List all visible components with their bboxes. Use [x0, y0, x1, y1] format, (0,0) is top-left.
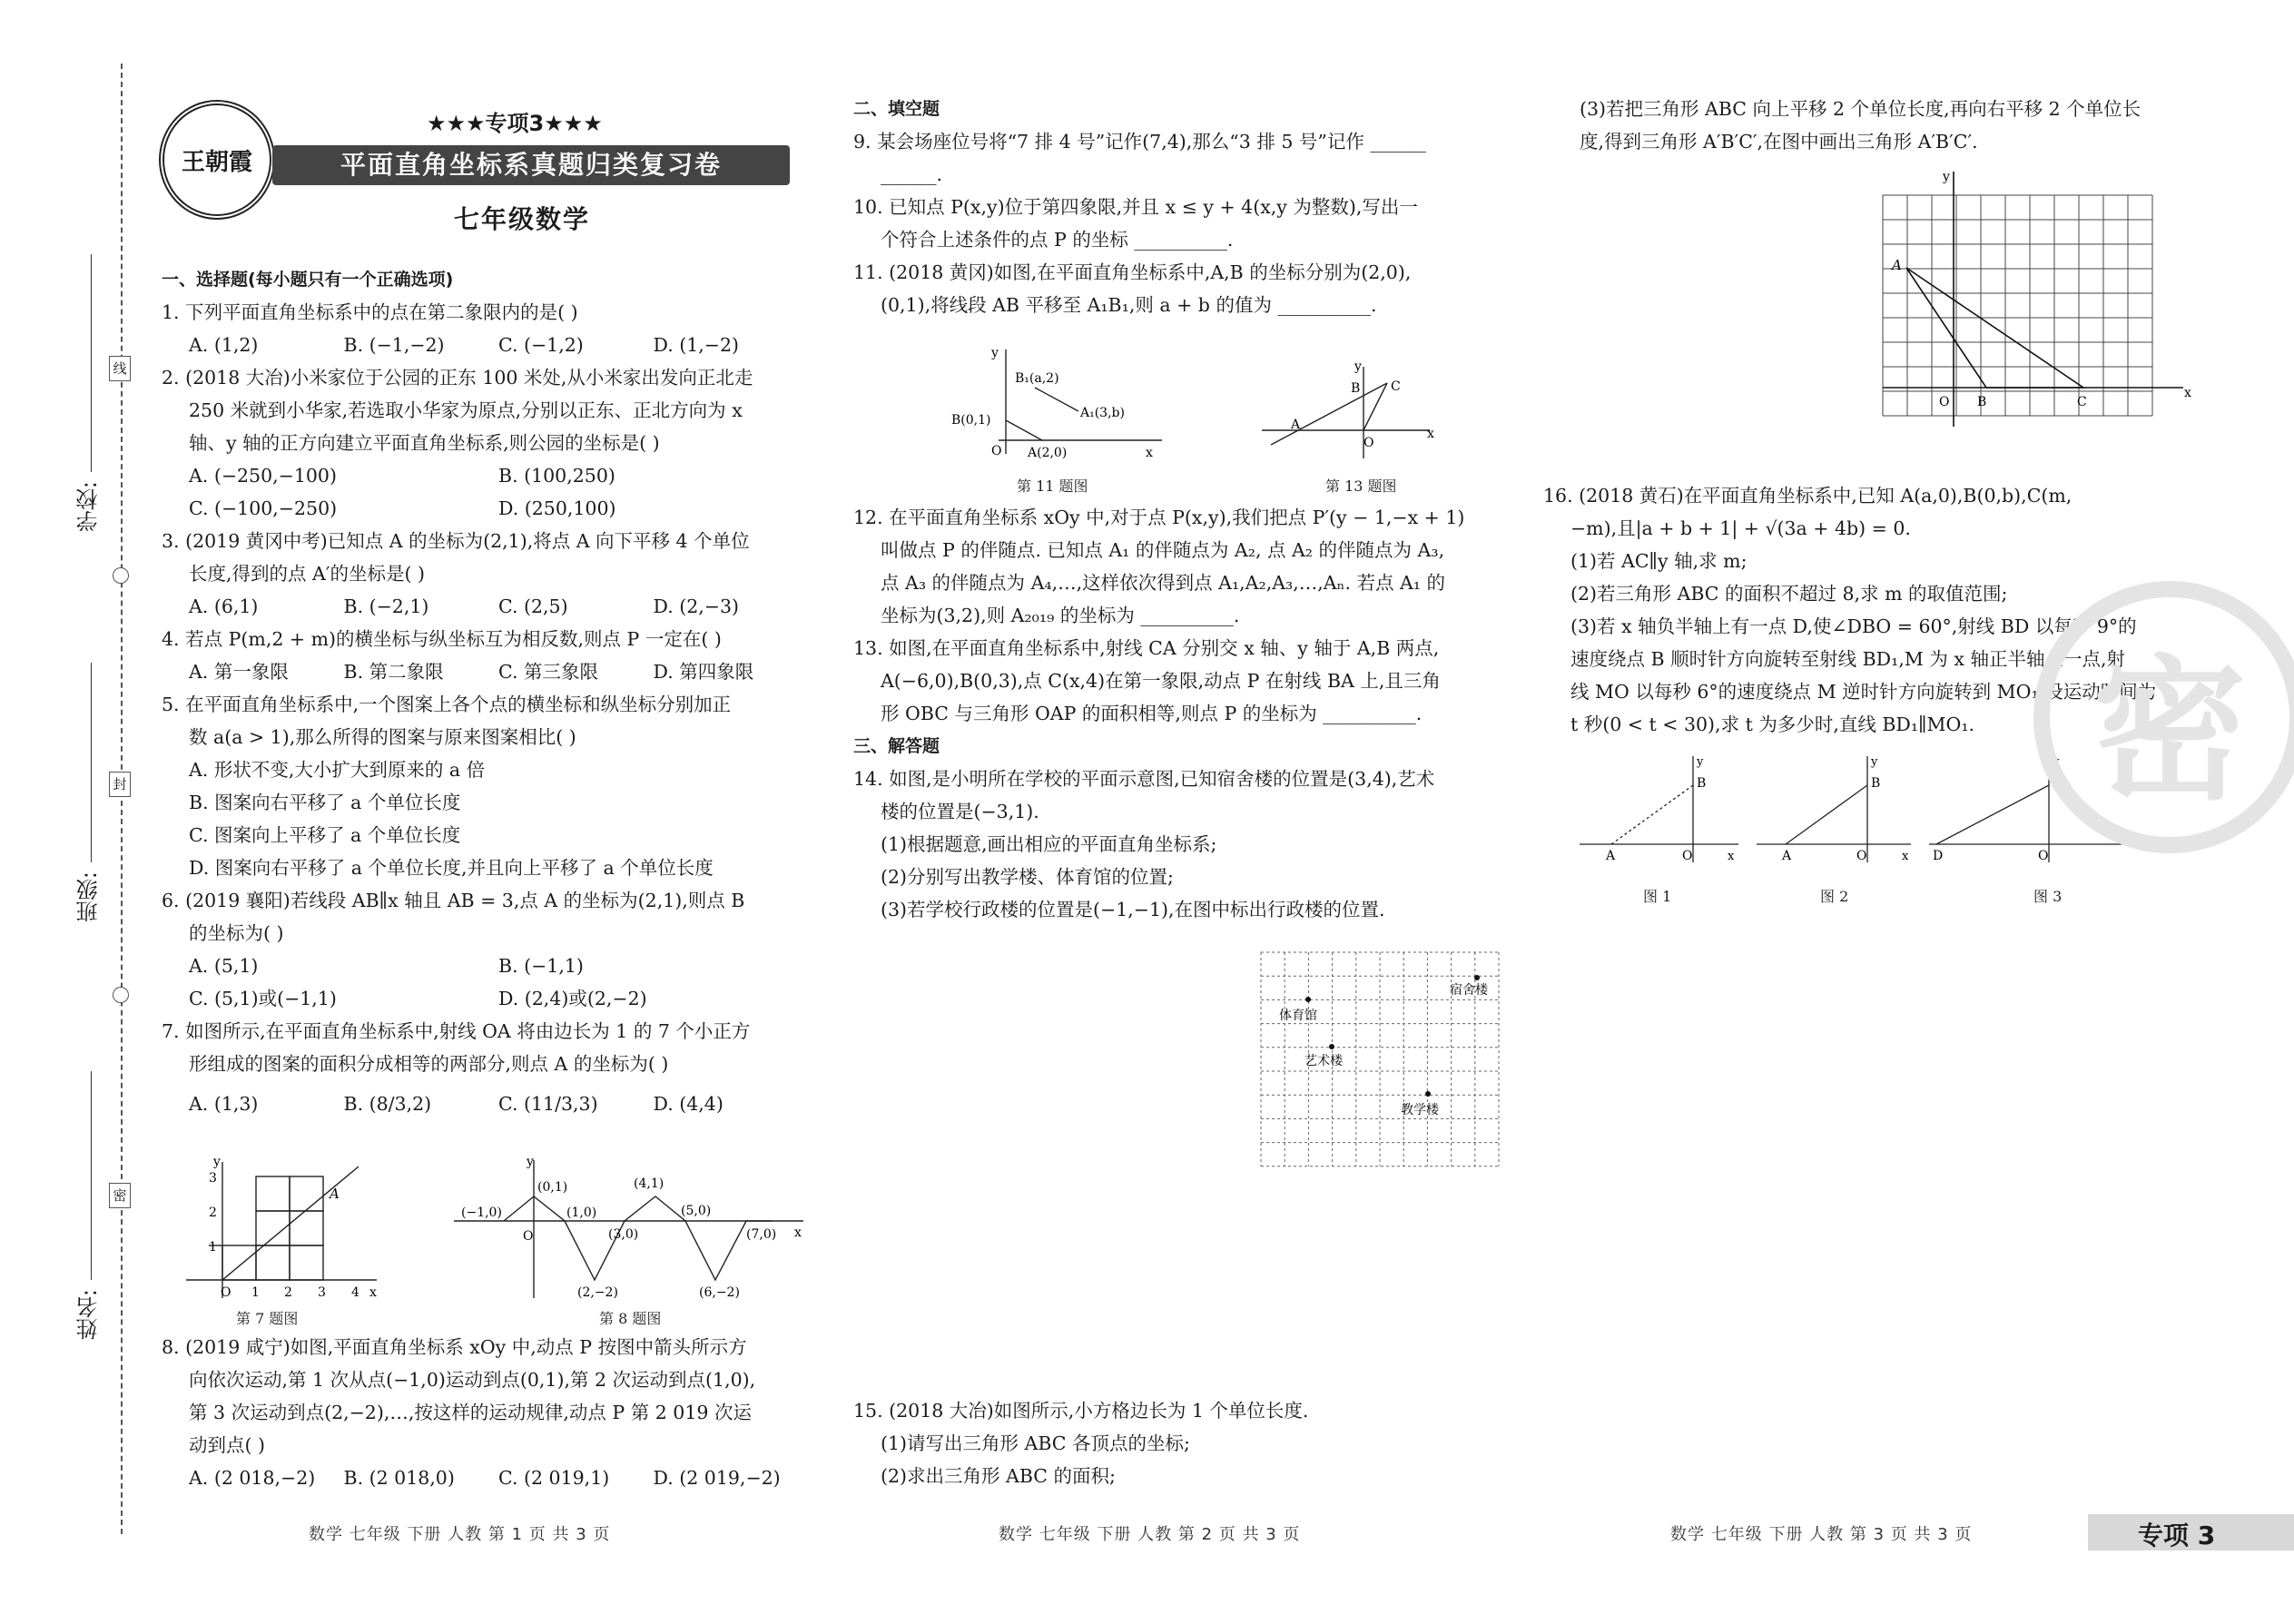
section-heading-answer: 三、解答题 — [853, 736, 940, 756]
q2-options-row2 — [162, 492, 808, 525]
fig7-label-x: x — [369, 1285, 377, 1300]
fig16-label: B — [1871, 776, 1881, 791]
q3-options — [162, 590, 808, 623]
fig14-dot-gym — [1305, 997, 1311, 1002]
q14-sub-2: (2)分别写出教学楼、体育馆的位置; — [881, 866, 1174, 888]
class-field-line[interactable] — [91, 663, 92, 862]
q3-option-c[interactable]: C. (2,5) — [498, 595, 568, 617]
q15-sub-1: (1)请写出三角形 ABC 各顶点的坐标; — [881, 1432, 1190, 1454]
school-field-line[interactable] — [91, 254, 92, 472]
q12-line-4[interactable]: 坐标为(3,2),则 A₂₀₁₉ 的坐标为 __________. — [881, 605, 1240, 626]
fig14-label-art: 艺术楼 — [1305, 1054, 1343, 1068]
fig7-caption: 第 7 题图 — [236, 1310, 299, 1327]
fig16-label: O — [1856, 849, 1867, 863]
q14-line-2: 楼的位置是(−3,1). — [881, 801, 1039, 822]
fig7-label-2: 2 — [209, 1206, 217, 1220]
fig8-label: (1,0) — [566, 1206, 597, 1220]
q6-option-a[interactable]: A. (5,1) — [189, 955, 259, 977]
q8-line-4: 动到点( ) — [189, 1434, 266, 1456]
fig15-label: B — [1977, 395, 1987, 409]
section-heading-fill: 二、填空题 — [853, 99, 940, 119]
fig8-label: (5,0) — [681, 1204, 712, 1218]
q2-line-3: 轴、y 轴的正方向建立平面直角坐标系,则公园的坐标是( ) — [189, 432, 660, 454]
q2-option-c[interactable]: C. (−100,−250) — [189, 497, 338, 519]
watermark-seal: 密 — [2033, 581, 2294, 853]
figure-15-grid[interactable] — [1879, 168, 2197, 431]
fig15-label: y — [1943, 170, 1950, 184]
fig13-caption: 第 13 题图 — [1325, 477, 1397, 495]
fig15-label: x — [2184, 386, 2191, 400]
footer-page-1: 数学 七年级 下册 人教 第 1 页 共 3 页 — [309, 1525, 611, 1544]
fig7-square — [290, 1211, 323, 1245]
q4-line-1: 4. 若点 P(m,2 + m)的横坐标与纵坐标互为相反数,则点 P 一定在( ) — [162, 628, 722, 650]
q4-option-c[interactable]: C. 第三象限 — [498, 661, 598, 683]
q5-option-a[interactable]: A. 形状不变,大小扩大到原来的 a 倍 — [189, 759, 486, 781]
fig8-label: (4,1) — [634, 1176, 665, 1191]
q13-line-3[interactable]: 形 OBC 与三角形 OAP 的面积相等,则点 P 的坐标为 __________. — [881, 703, 1423, 724]
section-heading-choice: 一、选择题(每小题只有一个正确选项) — [162, 270, 454, 290]
q8-option-d[interactable]: D. (2 019,−2) — [653, 1467, 781, 1489]
column-2 — [853, 93, 1507, 321]
name-field-line[interactable] — [91, 1071, 92, 1280]
fig16-label: O — [2038, 849, 2049, 863]
fig8-label: O — [523, 1229, 534, 1244]
q16-sub-3b: 速度绕点 B 顺时针方向旋转至射线 BD₁,M 为 x 轴正半轴上一点,射 — [1570, 648, 2125, 670]
fig15-triangle-abc — [1906, 268, 2083, 388]
q16-line-2: −m),且|a + b + 1| + √(3a + 4b) = 0. — [1570, 517, 1911, 539]
fig16-3-line — [1936, 785, 2049, 844]
q15-line-1: 15. (2018 大冶)如图所示,小方格边长为 1 个单位长度. — [853, 1400, 1309, 1422]
fig16-caption-2: 图 2 — [1820, 888, 1849, 905]
fig14-dot-art — [1329, 1044, 1334, 1049]
q16-sub-3d: t 秒(0 < t < 30),求 t 为多少时,直线 BD₁∥MO₁. — [1570, 714, 1975, 735]
q12-line-1: 12. 在平面直角坐标系 xOy 中,对于点 P(x,y),我们把点 P′(y − 1,−x + 1) — [853, 507, 1465, 528]
fig16-2-line — [1786, 785, 1867, 844]
fig7-label-y: y — [213, 1155, 221, 1169]
q6-option-c[interactable]: C. (5,1)或(−1,1) — [189, 988, 337, 1009]
q7-option-a[interactable]: A. (1,3) — [189, 1093, 259, 1115]
fig8-label: (2,−2) — [577, 1285, 618, 1300]
q5-option-d[interactable]: D. 图案向右平移了 a 个单位长度,并且向上平移了 a 个单位长度 — [189, 857, 714, 879]
fig16-label: x — [1902, 850, 1909, 863]
q5-option-b[interactable]: B. 图案向右平移了 a 个单位长度 — [189, 792, 461, 813]
fig16-label: B — [1697, 776, 1707, 791]
column-2-mid — [853, 501, 1507, 926]
fig14-label-gym: 体育馆 — [1279, 1009, 1317, 1023]
fig11-label: B(0,1) — [951, 413, 991, 428]
fig16-label: x — [1728, 850, 1735, 863]
column-3 — [1552, 93, 2206, 158]
fig16-caption-1: 图 1 — [1643, 888, 1672, 905]
logo-seal: 王朝霞 — [159, 100, 275, 220]
footer-page-3: 数学 七年级 下册 人教 第 3 页 共 3 页 — [1670, 1525, 1973, 1544]
footer-page-2: 数学 七年级 下册 人教 第 2 页 共 3 页 — [999, 1525, 1301, 1544]
fig7-square — [290, 1176, 323, 1211]
q16-sub-3a: (3)若 x 轴负半轴上有一点 D,使∠DBO = 60°,射线 BD 以每秒 9°的 — [1570, 615, 2137, 637]
column-2-bottom — [853, 1394, 1507, 1492]
q2-option-b[interactable]: B. (100,250) — [498, 465, 615, 487]
q2-option-a[interactable]: A. (−250,−100) — [189, 465, 337, 487]
q3-option-d[interactable]: D. (2,−3) — [653, 595, 740, 617]
fig11-label: B₁(a,2) — [1015, 371, 1059, 386]
q6-option-d[interactable]: D. (2,4)或(2,−2) — [498, 988, 647, 1009]
seal-mark-3: 密 — [109, 1183, 131, 1208]
q14-sub-1: (1)根据题意,画出相应的平面直角坐标系; — [881, 833, 1217, 855]
fig14-label-teaching: 教学楼 — [1401, 1103, 1439, 1117]
fig16-label: y — [2053, 755, 2060, 769]
fig16-1-dotted — [1611, 785, 1693, 844]
q10-line-2[interactable]: 个符合上述条件的点 P 的坐标 __________. — [881, 229, 1234, 251]
fig7-label-x1: 1 — [251, 1285, 260, 1300]
binding-line — [121, 64, 123, 1534]
q2-line-1: 2. (2018 大冶)小米家位于公园的正东 100 米处,从小米家出发向正北走 — [162, 367, 753, 389]
fig8-label: (3,0) — [608, 1227, 639, 1242]
q15-sub-3a: (3)若把三角形 ABC 向上平移 2 个单位长度,再向右平移 2 个单位长 — [1580, 98, 2141, 120]
q6-options-row2 — [162, 982, 808, 1015]
q6-line-2: 的坐标为( ) — [189, 922, 284, 944]
fig13-label: B — [1351, 381, 1361, 396]
seal-mark-2: 封 — [109, 772, 131, 797]
fig7-label-1: 1 — [209, 1240, 217, 1255]
footer-tag: 专项 3 — [2138, 1521, 2216, 1550]
fig7-label-o: O — [221, 1285, 231, 1300]
fig8-label: (−1,0) — [461, 1206, 502, 1220]
q6-option-b[interactable]: B. (−1,1) — [498, 955, 584, 977]
class-field-label: 班级: — [76, 871, 102, 923]
q8-option-a[interactable]: A. (2 018,−2) — [189, 1467, 316, 1489]
q9-line-1: 9. 某会场座位号将“7 排 4 号”记作(7,4),那么“3 排 5 号”记作 ______ — [853, 131, 1426, 153]
column-1-bottom — [162, 1331, 808, 1494]
fig15-label: O — [1939, 395, 1950, 409]
q1-option-b[interactable]: B. (−1,−2) — [343, 334, 445, 356]
q12-line-2: 叫做点 P 的伴随点. 已知点 A₁ 的伴随点为 A₂, 点 A₂ 的伴随点为 A₃, — [881, 539, 1445, 561]
q7-option-c[interactable]: C. (11/3,3) — [498, 1093, 598, 1115]
figure-13 — [1262, 354, 1443, 463]
q4-option-a[interactable]: A. 第一象限 — [189, 661, 289, 683]
q3-line-2: 长度,得到的点 A′的坐标是( ) — [189, 563, 426, 585]
q1-options — [162, 329, 808, 361]
fig8-label: x — [794, 1225, 802, 1240]
column-1 — [162, 263, 808, 1120]
fig13-seg-ob — [1364, 383, 1387, 430]
q13-line-1: 13. 如图,在平面直角坐标系中,射线 CA 分别交 x 轴、y 轴于 A,B 两点, — [853, 637, 1440, 659]
q14-line-1: 14. 如图,是小明所在学校的平面示意图,已知宿舍楼的位置是(3,4),艺术 — [853, 768, 1435, 790]
fig16-label: D — [1933, 849, 1944, 863]
fig11-segment-a1b1 — [1035, 388, 1078, 411]
fig14-dot-dorm — [1474, 975, 1480, 980]
q8-line-3: 第 3 次运动到点(2,−2),…,按这样的运动规律,动点 P 第 2 019 次运 — [189, 1402, 752, 1423]
q7-options — [162, 1088, 808, 1120]
seal-mark-1: 线 — [109, 356, 131, 381]
fig16-label: A — [1606, 849, 1616, 863]
q1-option-a[interactable]: A. (1,2) — [189, 334, 259, 356]
fig16-label: B — [2053, 776, 2063, 791]
q1-stem: 1. 下列平面直角坐标系中的点在第二象限内的是( ) — [162, 301, 578, 323]
page-title: 平面直角坐标系真题归类复习卷 — [340, 150, 722, 180]
q15-sub-2: (2)求出三角形 ABC 的面积; — [881, 1465, 1116, 1487]
fig7-square — [222, 1245, 256, 1280]
q9-line-2[interactable]: ______. — [881, 163, 943, 185]
fig14-dot-teaching — [1425, 1091, 1431, 1097]
fig11-label: x — [1146, 446, 1153, 460]
page-subtitle: 七年级数学 — [454, 204, 591, 234]
q6-options-row1 — [162, 950, 808, 982]
section-badge: ★★★专项3★★★ — [427, 111, 603, 136]
q4-option-b[interactable]: B. 第二象限 — [343, 661, 444, 683]
fig13-label: O — [1364, 436, 1374, 450]
q8-line-2: 向依次运动,第 1 次从点(−1,0)运动到点(0,1),第 2 次运动到点(1,0), — [189, 1369, 756, 1391]
fig15-label: C — [2077, 395, 2087, 409]
school-field-label: 学校: — [76, 481, 102, 533]
q11-line-2[interactable]: (0,1),将线段 AB 平移至 A₁B₁,则 a + b 的值为 __________. — [881, 294, 1377, 316]
q2-line-2: 250 米就到小华家,若选取小华家为原点,分别以正东、正北方向为 x — [189, 399, 743, 421]
fig8-label: y — [527, 1155, 534, 1169]
q10-line-1: 10. 已知点 P(x,y)位于第四象限,并且 x ≤ y + 4(x,y 为整数),写出一 — [853, 196, 1418, 218]
fig16-label: y — [1697, 755, 1704, 769]
fig7-label-x2: 2 — [284, 1285, 292, 1300]
fig16-label: O — [1682, 849, 1693, 863]
figure-7 — [177, 1153, 395, 1307]
q7-line-1: 7. 如图所示,在平面直角坐标系中,射线 OA 将由边长为 1 的 7 个小正方 — [162, 1020, 751, 1042]
binding-circle-1 — [113, 567, 129, 584]
figure-11 — [944, 340, 1171, 468]
fig7-ray-oa — [222, 1166, 359, 1280]
q16-line-1: 16. (2018 黄石)在平面直角坐标系中,已知 A(a,0),B(0,b),C(m, — [1543, 485, 2072, 507]
q4-option-d[interactable]: D. 第四象限 — [653, 661, 754, 683]
fig13-label: A — [1291, 418, 1301, 432]
fig8-label: (6,−2) — [699, 1285, 740, 1300]
fig11-label: A(2,0) — [1028, 446, 1068, 460]
fig13-label: x — [1427, 427, 1434, 441]
name-field-label: 姓名: — [76, 1289, 102, 1341]
q5-line-2: 数 a(a > 1),那么所得的图案与原来图案相比( ) — [189, 726, 576, 748]
q7-line-2: 形组成的图案的面积分成相等的两部分,则点 A 的坐标为( ) — [189, 1053, 669, 1075]
q12-line-3: 点 A₃ 的伴随点为 A₄,…,这样依次得到点 A₁,A₂,A₃,…,Aₙ. 若点 A₁ 的 — [881, 572, 1446, 594]
figure-8 — [454, 1153, 817, 1307]
fig11-label: O — [991, 444, 1002, 458]
fig7-label-x3: 3 — [318, 1285, 326, 1300]
fig7-square — [256, 1245, 290, 1280]
q16-sub-3c: 线 MO 以每秒 6°的速度绕点 M 逆时针方向旋转到 MO₁,设运动时间为 — [1570, 681, 2157, 703]
fig7-square — [256, 1176, 290, 1211]
q8-line-1: 8. (2019 咸宁)如图,平面直角坐标系 xOy 中,动点 P 按图中箭头所示方 — [162, 1336, 747, 1358]
fig14-label-dorm: 宿舍楼 — [1450, 983, 1488, 998]
q16-sub-1: (1)若 AC∥y 轴,求 m; — [1570, 550, 1748, 572]
q5-line-1: 5. 在平面直角坐标系中,一个图案上各个点的横坐标和纵坐标分别加正 — [162, 694, 732, 715]
q3-option-a[interactable]: A. (6,1) — [189, 595, 259, 617]
fig8-caption: 第 8 题图 — [599, 1310, 662, 1327]
q15-sub-3b: 度,得到三角形 A′B′C′,在图中画出三角形 A′B′C′. — [1580, 131, 1978, 153]
q8-option-c[interactable]: C. (2 019,1) — [498, 1467, 610, 1489]
q2-option-d[interactable]: D. (250,100) — [498, 497, 616, 519]
q3-line-1: 3. (2019 黄冈中考)已知点 A 的坐标为(2,1),将点 A 向下平移 4 个单位 — [162, 530, 750, 552]
fig13-label: C — [1391, 379, 1401, 394]
fig7-label-3: 3 — [209, 1171, 217, 1186]
q1-option-c[interactable]: C. (−1,2) — [498, 334, 584, 356]
binding-circle-2 — [113, 987, 129, 1003]
q4-options — [162, 655, 808, 688]
fig16-label: A — [1782, 849, 1792, 863]
fig16-label: y — [1871, 755, 1878, 769]
fig7-label-x4: 4 — [351, 1285, 359, 1300]
q5-option-c[interactable]: C. 图案向上平移了 a 个单位长度 — [189, 824, 461, 846]
q16-sub-2: (2)若三角形 ABC 的面积不超过 8,求 m 的取值范围; — [1570, 583, 2008, 605]
q8-option-b[interactable]: B. (2 018,0) — [343, 1467, 455, 1489]
fig11-label: A₁(3,b) — [1080, 406, 1125, 420]
q3-option-b[interactable]: B. (−2,1) — [343, 595, 429, 617]
fig8-label: (7,0) — [746, 1227, 777, 1242]
fig8-label: (0,1) — [537, 1180, 568, 1195]
q13-line-2: A(−6,0),B(0,3),点 C(x,4)在第一象限,动点 P 在射线 BA 上,且三角 — [881, 670, 1441, 692]
fig7-label-a: A — [330, 1186, 340, 1202]
fig16-caption-3: 图 3 — [2033, 888, 2063, 905]
fig11-segment-ab — [1006, 420, 1042, 440]
q6-line-1: 6. (2019 襄阳)若线段 AB∥x 轴且 AB = 3,点 A 的坐标为(2,1),则点 B — [162, 890, 745, 911]
fig11-caption: 第 11 题图 — [1017, 477, 1088, 495]
figure-14-grid[interactable] — [1257, 949, 1502, 1171]
fig7-square — [290, 1245, 323, 1280]
q14-sub-3: (3)若学校行政楼的位置是(−1,−1),在图中标出行政楼的位置. — [881, 899, 1385, 920]
fig13-label: y — [1354, 359, 1362, 374]
q8-options — [162, 1462, 808, 1494]
q7-option-d[interactable]: D. (4,4) — [653, 1093, 724, 1115]
q11-line-1: 11. (2018 黄冈)如图,在平面直角坐标系中,A,B 的坐标分别为(2,0), — [853, 261, 1412, 283]
fig15-label: A — [1892, 257, 1902, 273]
q7-option-b[interactable]: B. (8/3,2) — [343, 1093, 432, 1115]
fig11-label: y — [991, 346, 999, 360]
q1-option-d[interactable]: D. (1,−2) — [653, 334, 740, 356]
q2-options-row1 — [162, 459, 808, 492]
